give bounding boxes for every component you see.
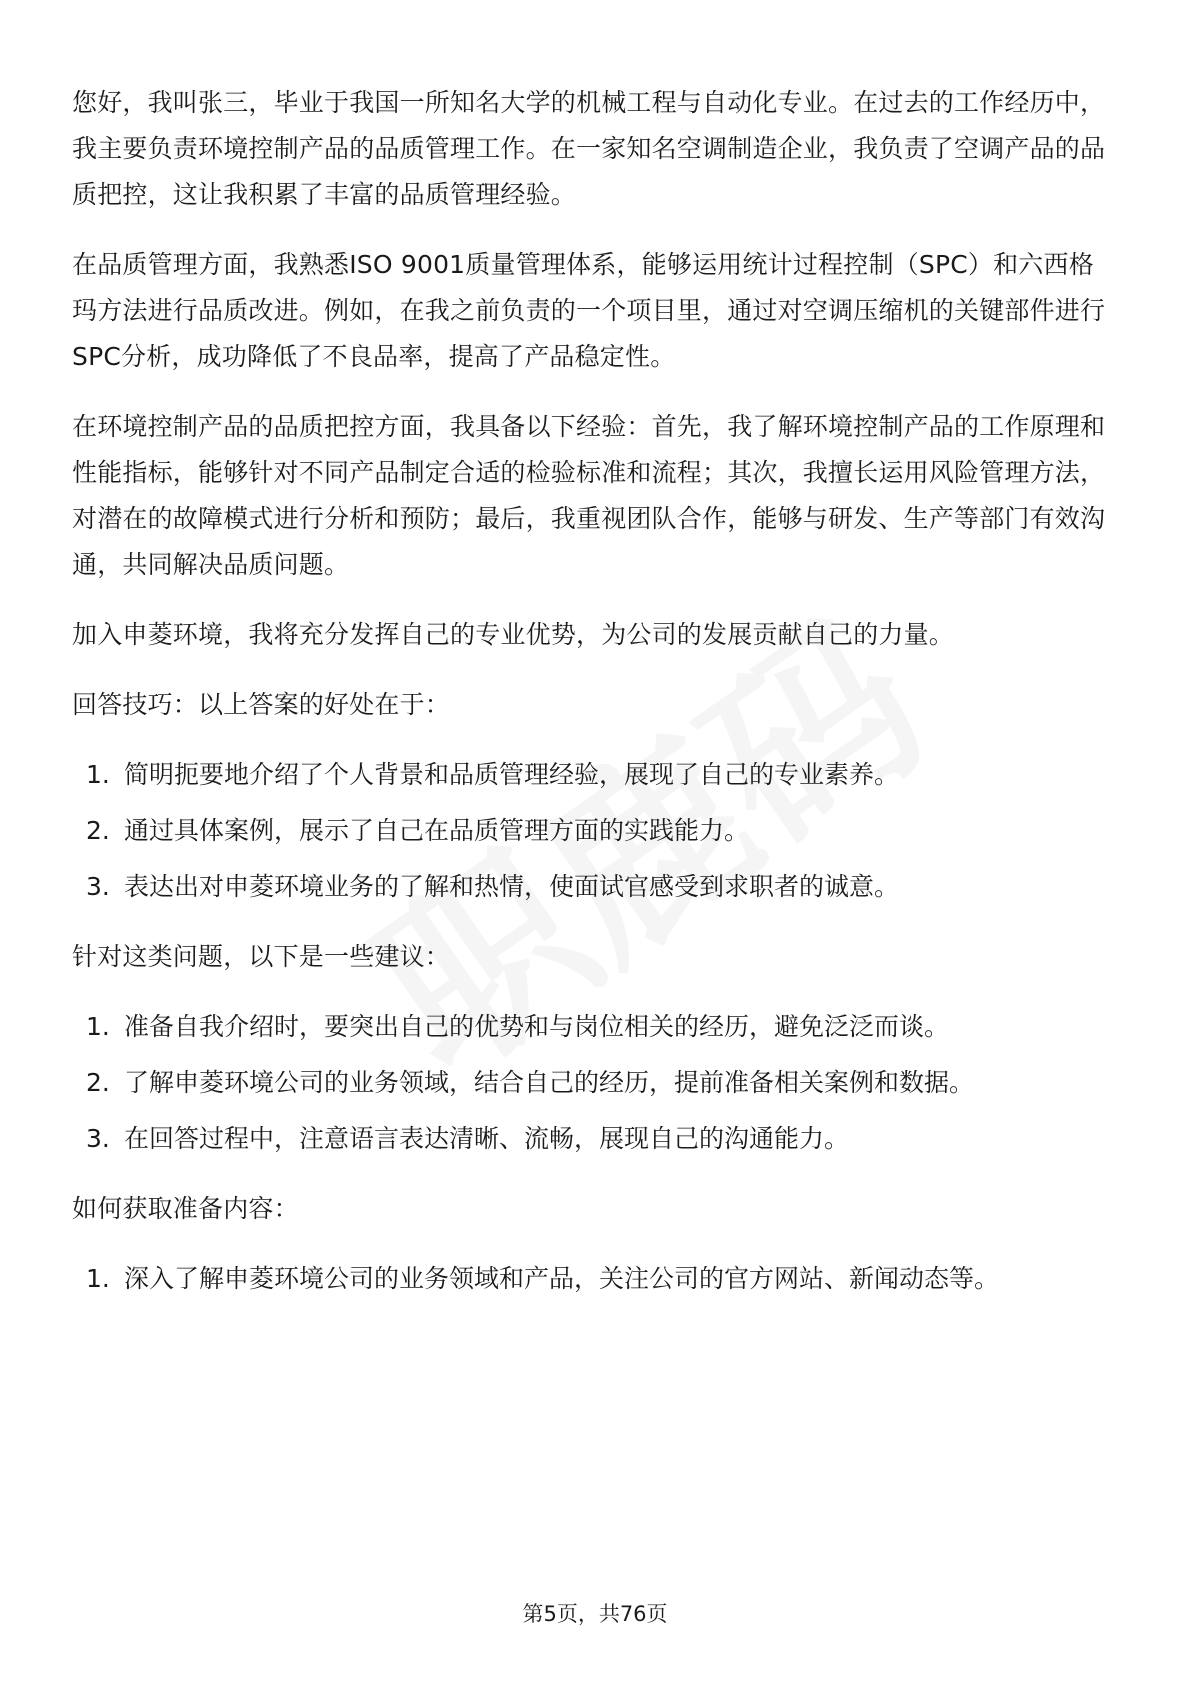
list-item [72,1256,1117,1302]
experience-paragraph: 在环境控制产品的品质把控方面，我具备以下经验：首先，我了解环境控制产品的工作原理和性能指标，能够针对不同产品制定合适的检验标准和流程；其次，我擅长运用风险管理方法，对潜在的故障模式进行分析和预防；最后，我重视团队合作，能够与研发、生产等部门有效沟通，共同解决品质问题。 [72,412,1106,579]
list-number: 3. [86,872,110,901]
quality-paragraph: 在品质管理方面，我熟悉ISO 9001质量管理体系，能够运用统计过程控制（SPC）和六西格玛方法进行品质改进。例如，在我之前负责的一个项目里，通过对空调压缩机的关键部件进行SPC分析，成功降低了不良品率，提高了产品稳定性。 [72,250,1106,371]
list-item [72,1116,1117,1162]
tips-list [72,752,1117,910]
closing-paragraph: 加入申菱环境，我将充分发挥自己的专业优势，为公司的发展贡献自己的力量。 [72,620,955,649]
list-item [72,1060,1117,1106]
list-number: 2. [86,816,110,845]
advice-list [72,1004,1117,1162]
list-number: 1. [86,1264,110,1293]
list-number: 2. [86,1068,110,1097]
tips-heading: 回答技巧：以上答案的好处在于： [72,690,451,719]
page-footer: 第5页，共76页 [522,1602,668,1626]
advice-heading: 针对这类问题，以下是一些建议： [72,942,451,971]
list-text: 简明扼要地介绍了个人背景和品质管理经验，展现了自己的专业素养。 [124,760,900,789]
list-text: 表达出对申菱环境业务的了解和热情，使面试官感受到求职者的诚意。 [124,872,900,901]
list-number: 1. [86,1012,110,1041]
list-text: 准备自我介绍时，要突出自己的优势和与岗位相关的经历，避免泛泛而谈。 [124,1012,950,1041]
list-text: 深入了解申菱环境公司的业务领域和产品，关注公司的官方网站、新闻动态等。 [124,1264,1000,1293]
prep-heading: 如何获取准备内容： [72,1194,299,1223]
list-item [72,1004,1117,1050]
list-number: 3. [86,1124,110,1153]
page-content [72,80,1117,1326]
list-text: 了解申菱环境公司的业务领域，结合自己的经历，提前准备相关案例和数据。 [124,1068,975,1097]
list-item [72,752,1117,798]
prep-list [72,1256,1117,1302]
list-item [72,864,1117,910]
list-text: 在回答过程中，注意语言表达清晰、流畅，展现自己的沟通能力。 [124,1124,850,1153]
list-text: 通过具体案例，展示了自己在品质管理方面的实践能力。 [124,816,750,845]
list-number: 1. [86,760,110,789]
list-item [72,808,1117,854]
intro-paragraph: 您好，我叫张三，毕业于我国一所知名大学的机械工程与自动化专业。在过去的工作经历中，我主要负责环境控制产品的品质管理工作。在一家知名空调制造企业，我负责了空调产品的品质把控，这让我积累了丰富的品质管理经验。 [72,88,1106,209]
